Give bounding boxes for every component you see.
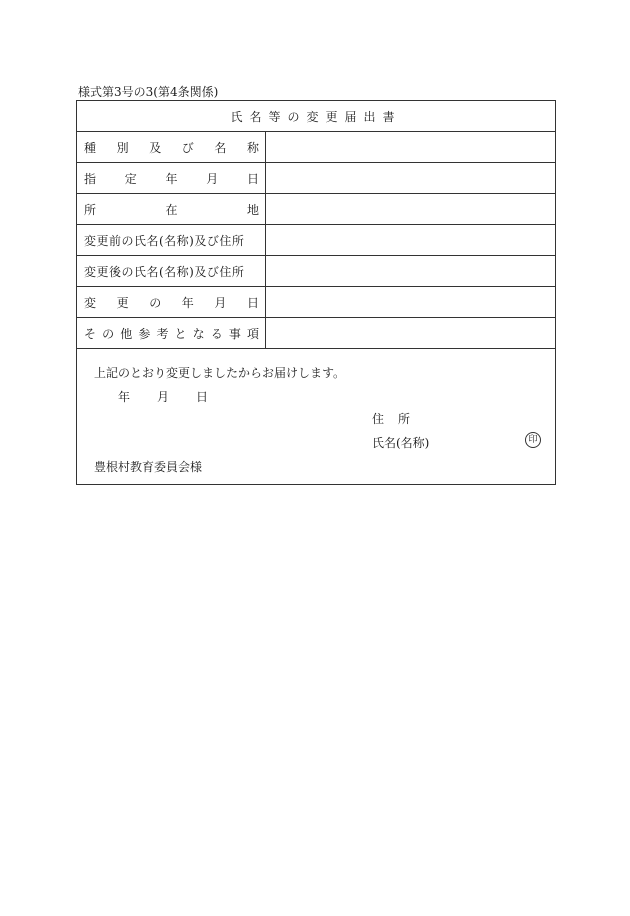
label-char: 日 [246, 171, 259, 186]
date-month-label: 月 [156, 390, 169, 404]
field-label-text [84, 294, 259, 311]
label-char: る [210, 326, 223, 341]
form-title: 氏名等の変更届出書 [77, 101, 555, 132]
field-row-type-name [77, 132, 555, 163]
field-value-name-after[interactable] [266, 256, 555, 286]
date-year-label: 年 [118, 390, 131, 404]
seal-mark-icon: 印 [525, 432, 541, 448]
field-value-type-name[interactable] [266, 132, 555, 162]
field-row-name-before [77, 225, 555, 256]
address-label-first: 住 [372, 412, 385, 426]
field-label-text [84, 139, 259, 156]
field-label-designation-date [77, 163, 266, 193]
label-char: 定 [124, 171, 137, 186]
addressee: 豊根村教育委員会様 [94, 460, 203, 474]
field-label-text [84, 201, 259, 218]
field-label-text [84, 325, 259, 342]
field-row-other-notes [77, 318, 555, 349]
label-char: 種 [84, 140, 97, 155]
label-char: び [181, 140, 194, 155]
label-char: 事 [228, 326, 241, 341]
label-char: そ [84, 326, 97, 341]
field-label-text [84, 170, 259, 187]
field-label-text: 変更前の氏名(名称)及び住所 [84, 233, 245, 248]
label-char: 地 [246, 202, 259, 217]
form-number: 様式第3号の3(第4条関係) [78, 85, 219, 99]
notice-text: 上記のとおり変更しましたからお届けします。 [94, 366, 346, 380]
change-notification-form [76, 100, 556, 485]
field-value-change-date[interactable] [266, 287, 555, 317]
field-row-designation-date [77, 163, 555, 194]
field-label-text: 変更後の氏名(名称)及び住所 [84, 264, 245, 279]
field-value-other-notes[interactable] [266, 318, 555, 348]
date-day-label: 日 [195, 390, 208, 404]
label-char: 参 [138, 326, 151, 341]
label-char: 他 [120, 326, 133, 341]
label-char: 更 [116, 295, 129, 310]
label-char: 年 [181, 295, 194, 310]
address-label-second: 所 [397, 412, 410, 426]
label-char: 項 [246, 326, 259, 341]
label-char: の [149, 295, 162, 310]
field-row-change-date [77, 287, 555, 318]
label-char: 名 [214, 140, 227, 155]
submission-date [118, 388, 208, 405]
label-char: な [192, 326, 205, 341]
label-char: 別 [116, 140, 129, 155]
label-char: 変 [84, 295, 97, 310]
label-char: と [174, 326, 187, 341]
field-label-name-after [77, 256, 266, 286]
field-value-name-before[interactable] [266, 225, 555, 255]
label-char: の [102, 326, 115, 341]
label-char: 称 [246, 140, 259, 155]
label-char: 日 [246, 295, 259, 310]
field-row-name-after [77, 256, 555, 287]
field-label-change-date [77, 287, 266, 317]
label-char: 年 [165, 171, 178, 186]
label-char: 指 [84, 171, 97, 186]
label-char: 所 [84, 202, 97, 217]
label-char: 考 [156, 326, 169, 341]
label-char: 月 [214, 295, 227, 310]
field-value-designation-date[interactable] [266, 163, 555, 193]
field-row-location [77, 194, 555, 225]
name-label: 氏名(名称) [372, 436, 430, 450]
field-value-location[interactable] [266, 194, 555, 224]
field-label-other-notes [77, 318, 266, 348]
field-label-location [77, 194, 266, 224]
label-char: 及 [149, 140, 162, 155]
label-char: 在 [165, 202, 178, 217]
label-char: 月 [206, 171, 219, 186]
field-label-name-before [77, 225, 266, 255]
field-label-type-name [77, 132, 266, 162]
address-label [372, 410, 410, 427]
